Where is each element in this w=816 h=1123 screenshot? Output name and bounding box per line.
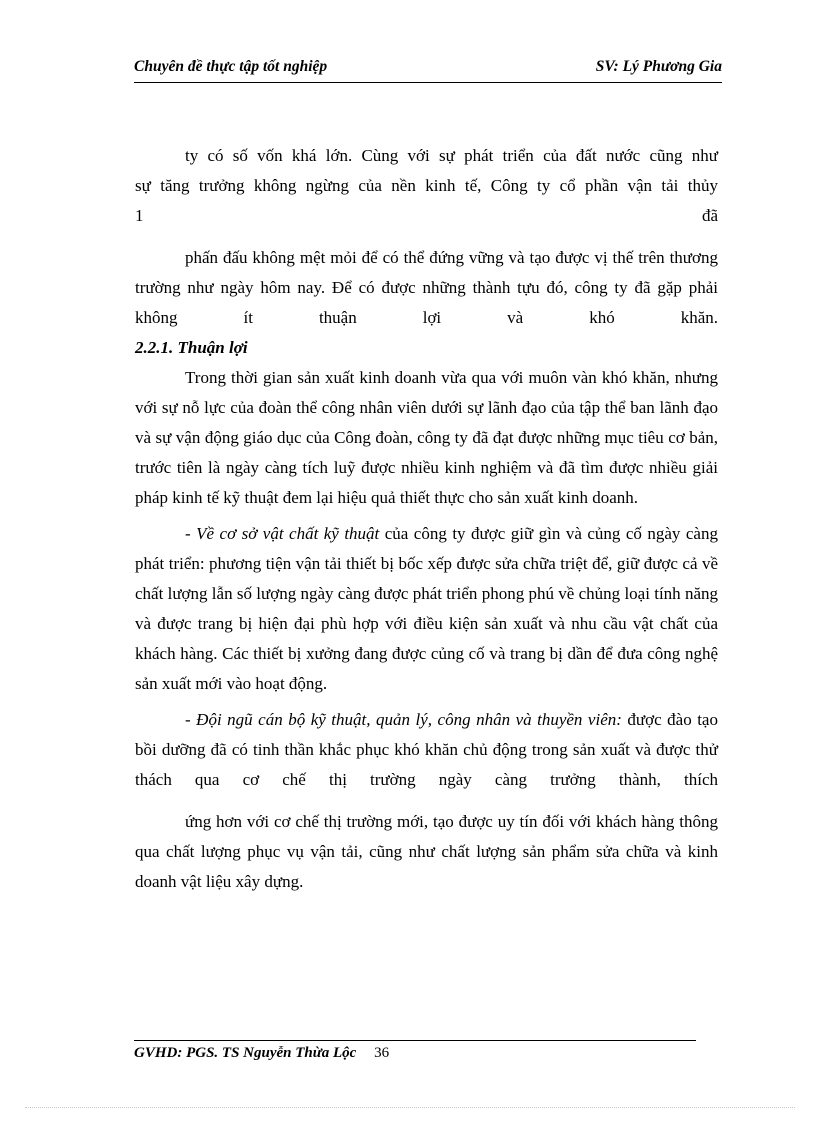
header-title: Chuyên đề thực tập tốt nghiệp xyxy=(134,58,328,75)
paragraph-5-lead: - Đội ngũ cán bộ kỹ thuật, quản lý, công nhân và thuyền viên: xyxy=(185,710,622,729)
page-number: 36 xyxy=(374,1045,390,1061)
paragraph-3: Trong thời gian sản xuất kinh doanh vừa qua với muôn vàn khó khăn, nhưng với sự nỗ lực của đoàn thể công nhân viên dưới sự lãnh đạo của tập thể ban lãnh đạo và sự vận động giáo dục của Công đoàn, công ty đã đạt được những mục tiêu cơ bản, trước tiên là ngày càng tích luỹ được nhiều kinh nghiệm và đã tìm được nhiều giải pháp kinh tế kỹ thuật đem lại hiệu quả thiết thực cho sản xuất kinh doanh. xyxy=(135,368,718,507)
page-footer xyxy=(134,1040,696,1062)
document-body xyxy=(135,141,718,897)
paragraph-4 xyxy=(135,519,718,699)
paragraph-2: phấn đấu không mệt mỏi để có thể đứng vững và tạo được vị thế trên thương trường như ngày hôm nay. Để có được những thành tựu đó, công ty đã gặp phải không ít thuận lợi và khó khăn. xyxy=(135,248,718,327)
paragraph-1-tail: đã xyxy=(701,206,718,225)
footer-supervisor: GVHD: PGS. TS Nguyễn Thừa Lộc xyxy=(134,1045,357,1061)
paragraph-6: ứng hơn với cơ chế thị trường mới, tạo được uy tín đối với khách hàng thông qua chất lượng phục vụ vận tải, cũng như chất lượng sản phẩm sửa chữa và kinh doanh vật liệu xây dựng. xyxy=(135,812,718,891)
paragraph-1-line-2: sự tăng trưởng không ngừng của nền kinh tế, Công ty cổ phần vận tải thủy xyxy=(135,176,718,195)
section-heading: 2.2.1. Thuận lợi xyxy=(135,338,248,357)
paragraph-5 xyxy=(135,705,718,795)
paragraph-1-line-1: ty có số vốn khá lớn. Cùng với sự phát triển của đất nước cũng như xyxy=(185,146,718,165)
bottom-dotted-divider xyxy=(25,1107,795,1108)
header-author: SV: Lý Phương Gia xyxy=(595,58,722,75)
paragraph-4-lead: - Về cơ sở vật chất kỹ thuật xyxy=(185,524,380,543)
paragraph-1-number: 1 xyxy=(135,206,144,225)
paragraph-1-line-3 xyxy=(135,201,718,231)
paragraph-5-rest: được đào tạo bồi dưỡng đã có tinh thần khắc phục khó khăn chủ động trong sản xuất và được thử thách qua cơ chế thị trường ngày càng trưởng thành, thích xyxy=(135,710,718,789)
paragraph-4-rest: của công ty được giữ gìn và củng cố ngày càng phát triển: phương tiện vận tải thiết bị bốc xếp được sửa chữa triệt để, giữ được cả về chất lượng lẫn số lượng ngày càng được phát triển phong phú về chủng loại tính năng và được trang bị hiện đại phù hợp với điều kiện sản xuất và nhu cầu vật chất của khách hàng. Các thiết bị xưởng đang được củng cố và trang bị dần để đưa công nghệ sản xuất mới vào hoạt động. xyxy=(135,524,718,693)
page-header xyxy=(134,56,722,83)
